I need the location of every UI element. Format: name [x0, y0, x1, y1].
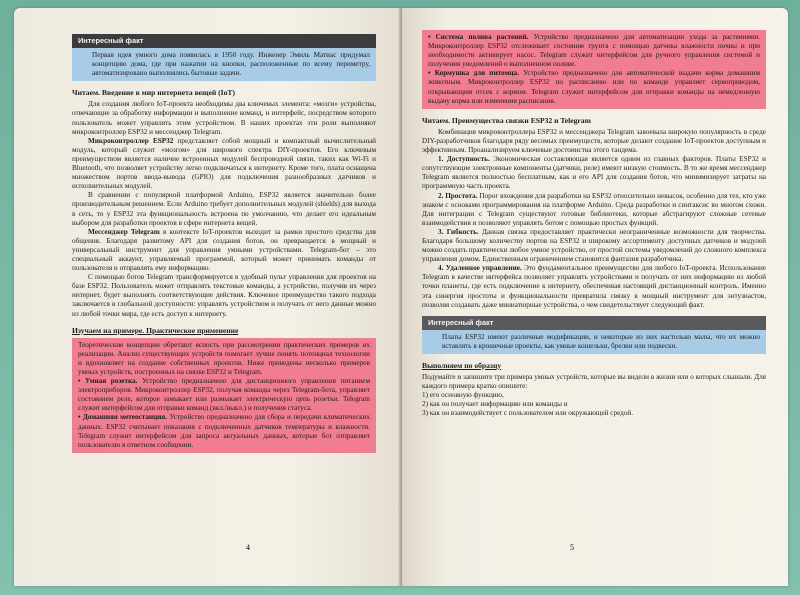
- advantages-intro: Комбинация микроконтроллера ESP32 и мессенджера Telegram завоевала широкую популярность в среде DIY-разработчиков благодаря ряду весомых преимуществ, которые делают создание IoT-проектов доступным и эффективным. Проанализируем ключевые достоинства этого тандема.: [422, 127, 766, 155]
- simplicity-text: Порог вхождения для разработки на ESP32 относительно невысок, особенно для тех, кто уже знаком с основами программирования на платформе Arduino. Среда разработки и синтаксис во многом схожи. Для интеграции с Telegram существуют готовые библиотеки, которые абстрагируют сложные сетевые взаимодействия и позволяют управлять ботом с помощью простых функций.: [422, 191, 766, 227]
- intro-paragraph: Для создания любого IoT-проекта необходимы два ключевых элемента: «мозги» устройства, отвечающие за обработку информации и выполнение команд, и интерфейс, посредством которого пользователь может управлять этим устройством. В наших проектах эти роли выполняют микроконтроллер ESP32 и мессенджер Telegram.: [72, 100, 376, 136]
- page-number-right: 5: [570, 543, 574, 552]
- example-weather-station: [78, 413, 370, 449]
- feeder-term: • Кормушка для питомца.: [428, 69, 519, 78]
- telegram-text: в контексте IoT-проектов выходит за рамки простого средства для общения. Благодаря развитому API для создания ботов, он превращается в мощный и универсальный инструмент для управления умными устройствами. Telegram-бот – это специальный аккаунт, управляемый программой, который может принимать команды от пользователя и отправлять ему информацию.: [72, 227, 376, 273]
- advantage-simplicity: [422, 192, 766, 228]
- availability-text: Экономическая составляющая является одним из главных факторов. Платы ESP32 и сопутствующие электронные компоненты (датчики, реле) имеют низкую стоимость. В то же время мессенджер Telegram является полностью бесплатным, как и его API для создания ботов, что минимизирует затраты на программную часть проекта.: [422, 155, 767, 191]
- availability-term: 1. Доступность.: [438, 155, 490, 164]
- weather-station-term: • Домашняя метеостанция.: [78, 413, 168, 422]
- bot-paragraph: С помощью ботов Telegram трансформируется в удобный пульт управления для проектов на базе ESP32. Пользователь может отправлять текстовые команды, а устройство, получив их через интернет, будет выполнять соответствующие действия. Ключевое преимущество такого подхода заключается в глобальной доступности: управлять устройством и получать от него данные можно из любой точки мира, где есть доступ к интернету.: [72, 273, 376, 318]
- watering-term: • Система полива растений.: [428, 33, 529, 41]
- left-page: [14, 8, 402, 586]
- examples-box: [72, 338, 376, 453]
- flexibility-term: 3. Гибкость.: [438, 227, 479, 236]
- example-smart-socket: [78, 377, 370, 413]
- flexibility-text: Данная связка предоставляет практически неограниченные возможности для творчества. Благодаря большому количеству портов на ESP32 и широкому ассортименту доступных датчиков и модулей можно создать практически любое умное устройство, от простой системы уведомлений до сложного комплекса управления домом. Единственным ограничением становится фантазия разработчика.: [422, 227, 766, 264]
- fact-header-right: Интересный факт: [422, 316, 766, 330]
- arduino-paragraph: В сравнении с популярной платформой Arduino, ESP32 является значительно более производительным решением. Если Arduino требует дополнительных модулей (shields) для выхода в сеть, то у ESP32 эта функциональность встроена по умолчанию, что делает его идеальным выбором для разработки проектов в сфере интернета вещей.: [72, 191, 376, 227]
- esp-paragraph: [72, 137, 376, 192]
- smart-socket-text: Устройство предназначено для дистанционного управления питанием электроприборов. Микроконтроллер ESP32, получая команды через Telegram-бота, управляет состоянием реле, которое замыкает или размыкает электрическую цепь розетки. Telegram служит интерфейсом для отправки команд (вкл./выкл.) и получения статуса.: [78, 377, 371, 413]
- remote-control-term: 4. Удаленное управление.: [438, 264, 522, 273]
- feeder-text: Устройство предназначено для автоматической выдачи корма домашним животным. Микроконтроллер ESP32 по расписанию или по команде управляет сервоприводом, открывающим отсек с кормом. Telegram служит интерфейсом для отправки команды на немедленную выдачу корма или изменения расписания.: [428, 69, 761, 105]
- task-title: Выполняем по образцу: [422, 360, 502, 370]
- fact-box: [72, 48, 376, 81]
- smart-socket-term: • Умная розетка.: [78, 377, 138, 386]
- task-item-3: 3) как он взаимодействует с пользователем или окружающей средой.: [422, 409, 634, 418]
- example-title: Изучаем на примере. Практическое применение: [72, 325, 239, 335]
- telegram-paragraph: [72, 228, 376, 273]
- task-item-2: 2) как он получает информацию или команды и: [422, 400, 568, 409]
- example-watering-system: [428, 33, 760, 69]
- fact-text-right: Платы ESP32 имеют различные модификации, и некоторые из них настолько малы, что их можно вставлять в крошечные проекты, как умные кошельки, брелки или подвески.: [442, 332, 760, 350]
- task-item-1: 1) его основную функцию,: [422, 391, 504, 400]
- example-pet-feeder: [428, 69, 760, 105]
- watering-text: Устройство предназначено для автоматизации ухода за растениями. Микроконтроллер ESP32 отслеживает состояние грунта с помощью датчика влажности почвы и при необходимости активирует насос. Telegram служит интерфейсом для ручного управления системой и получения уведомлений о выполненном поливе.: [428, 33, 760, 69]
- task-text: Подумайте и запишите три примера умных устройств, которые вы видели в жизни или о которых слышали. Для каждого примера кратко опишите:: [422, 373, 766, 391]
- esp-text: представляет собой мощный и компактный вычислительный модуль, который служит «мозгом» для широкого спектра DIY-проектов. Его ключевым преимуществом является наличие встроенных модулей беспроводной связи, таких как Wi-Fi и Bluetooth, что позволяет устройству легко подключаться к интернету. Кроме того, плата оснащена множеством портов ввода-вывода (GPIO) для подключения разнообразных датчиков и исполнительных модулей.: [72, 136, 376, 191]
- examples-continued-box: [422, 30, 766, 109]
- advantage-remote-control: [422, 264, 766, 309]
- advantage-availability: [422, 155, 766, 191]
- telegram-term: Мессенджер Telegram: [88, 227, 160, 236]
- remote-control-text: Это фундаментальное преимущество для любого IoT-проекта. Использование Telegram в качестве интерфейса позволяет управлять устройствами и получать от них информацию из любой точки планеты, где есть подключение к интернету, обеспечивая настоящий дистанционный контроль. Именно эта синергия простоты и функциональности превратила связку в мощный инструмент для энтузиастов, позволяя создавать даже миниатюрные устройства, о чем свидетельствует следующий факт.: [422, 264, 766, 309]
- esp-term: Микроконтроллер ESP32: [88, 136, 174, 145]
- page-number-left: 4: [246, 543, 250, 552]
- advantages-title: Читаем. Преимущества связки ESP32 и Telegram: [422, 115, 591, 125]
- weather-station-text: Устройство предназначено для сбора и передачи климатических данных. ESP32 считывает показания с подключенных датчиков температуры и влажности. Telegram служит интерфейсом для запроса актуальных данных, которые бот отправляет пользователю в ответном сообщении.: [78, 413, 371, 449]
- right-page: [402, 8, 788, 586]
- examples-intro: Теоретические концепции обретают ясность при рассмотрении практических примеров их реализации. Анализ существующих устройств помогает лучше понять потенциал технологии и вдохновляет на создание собственных проектов. Ниже приведены несколько примеров умных устройств, построенных на связке ESP32 и Telegram.: [78, 340, 370, 376]
- fact-text: Первая идея умного дома появилась в 1950 году. Инженер Эмиль Матиас придумал концепцию дома, где при нажатии на кнопки, расположенные по всему периметру, автоматизировано выполнялись бытовые задачи.: [92, 51, 370, 78]
- fact-box-right: [422, 330, 766, 354]
- advantage-flexibility: [422, 228, 766, 264]
- fact-header: Интересный факт: [72, 34, 376, 48]
- simplicity-term: 2. Простота.: [438, 191, 478, 200]
- intro-title: Читаем. Введение в мир интернета вещей (IoT): [72, 88, 235, 98]
